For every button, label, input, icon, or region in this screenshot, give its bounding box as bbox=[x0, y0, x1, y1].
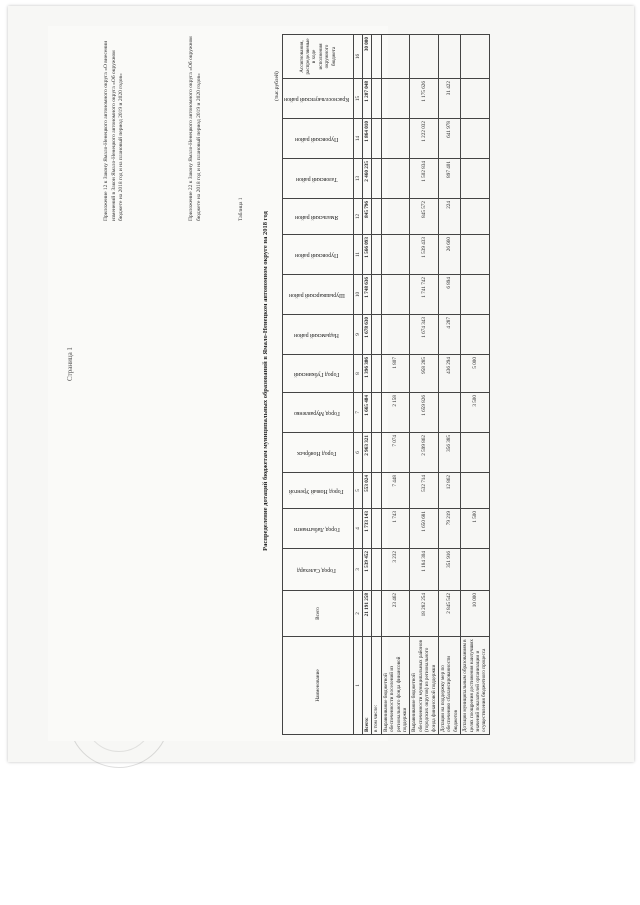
table-label: Таблица 1 bbox=[238, 197, 244, 221]
table-row bbox=[410, 35, 439, 735]
index-cell: 2 bbox=[353, 591, 362, 637]
index-cell: 4 bbox=[353, 509, 362, 549]
value-cell: 4 287 bbox=[439, 315, 461, 355]
value-cell: 2 845 542 bbox=[439, 591, 461, 637]
value-cell bbox=[372, 79, 381, 119]
value-cell: 1 539 433 bbox=[410, 235, 439, 275]
value-cell: 31 422 bbox=[439, 79, 461, 119]
value-cell bbox=[461, 315, 490, 355]
value-cell: 10 000 bbox=[461, 591, 490, 637]
value-cell: 897 401 bbox=[439, 159, 461, 199]
value-cell bbox=[372, 119, 381, 159]
header-cell: Надымский район bbox=[283, 315, 354, 355]
value-cell bbox=[461, 159, 490, 199]
value-cell bbox=[461, 235, 490, 275]
value-cell bbox=[461, 35, 490, 79]
index-cell: 8 bbox=[353, 355, 362, 393]
value-cell bbox=[461, 199, 490, 235]
header-cell: Красноселькупский район bbox=[283, 79, 354, 119]
appendix-12-caption: Приложение 12 к Закону Ямало-Ненецкого автономного округа «О внесении изменений в Закон Ямало-Ненецкого автономного округа «Об окружном бюджете на 2018 год и на плановый период 2019 и 2020 годов» bbox=[103, 40, 124, 221]
value-cell bbox=[461, 275, 490, 315]
value-cell bbox=[381, 315, 410, 355]
table-row bbox=[439, 35, 461, 735]
value-cell: 1 678 630 bbox=[362, 315, 371, 355]
value-cell bbox=[372, 235, 381, 275]
index-cell: 3 bbox=[353, 549, 362, 591]
value-cell: 1 748 636 bbox=[362, 275, 371, 315]
value-cell bbox=[461, 119, 490, 159]
value-cell: 3 500 bbox=[461, 393, 490, 433]
row-name-cell: Дотации на поддержку мер по обеспечению сбалансированности бюджетов bbox=[439, 637, 461, 735]
value-cell: 5 000 bbox=[461, 355, 490, 393]
rotated-content bbox=[48, 26, 628, 741]
value-cell: 26 660 bbox=[439, 235, 461, 275]
table-body bbox=[353, 35, 489, 735]
header-cell: Город Губкинский bbox=[283, 355, 354, 393]
value-cell bbox=[381, 35, 410, 79]
value-cell bbox=[372, 35, 381, 79]
value-cell bbox=[372, 159, 381, 199]
table-header-row bbox=[283, 35, 354, 735]
value-cell: 30 000 bbox=[362, 35, 371, 79]
value-cell: 845 796 bbox=[362, 199, 371, 235]
value-cell: 1 741 742 bbox=[410, 275, 439, 315]
value-cell: 436 294 bbox=[439, 355, 461, 393]
header-cell: Город Новый Уренгой bbox=[283, 473, 354, 509]
value-cell: 2 963 321 bbox=[362, 433, 371, 473]
value-cell bbox=[381, 119, 410, 159]
value-cell: 553 024 bbox=[362, 473, 371, 509]
value-cell bbox=[461, 79, 490, 119]
value-cell: 3 232 bbox=[381, 549, 410, 591]
index-cell: 9 bbox=[353, 315, 362, 355]
value-cell: 1 500 bbox=[461, 509, 490, 549]
value-cell: 1 665 484 bbox=[362, 393, 371, 433]
row-name-cell: Выравнивание бюджетной обеспеченности поселений из регионального фонда финансовой поддержки bbox=[381, 637, 410, 735]
row-name-cell: в том числе: bbox=[372, 637, 381, 735]
value-cell: 1 650 681 bbox=[410, 509, 439, 549]
value-cell: 1 175 626 bbox=[410, 79, 439, 119]
index-cell: 1 bbox=[353, 637, 362, 735]
header-cell: Город Муравленко bbox=[283, 393, 354, 433]
value-cell: 1 222 032 bbox=[410, 119, 439, 159]
document-page bbox=[48, 26, 488, 741]
header-cell: Город Лабытнанги bbox=[283, 509, 354, 549]
value-cell bbox=[372, 393, 381, 433]
index-cell: 7 bbox=[353, 393, 362, 433]
table-row bbox=[461, 35, 490, 735]
value-cell bbox=[381, 199, 410, 235]
value-cell bbox=[461, 549, 490, 591]
header-cell: Город Ноябрьск bbox=[283, 433, 354, 473]
value-cell: 1 566 093 bbox=[362, 235, 371, 275]
page-number: Страница 1 bbox=[66, 347, 74, 381]
header-cell: Пуровский район bbox=[283, 235, 354, 275]
value-cell: 1 864 010 bbox=[362, 119, 371, 159]
index-cell: 6 bbox=[353, 433, 362, 473]
header-cell: Всего bbox=[283, 591, 354, 637]
index-cell: 16 bbox=[353, 35, 362, 79]
value-cell: 1 184 304 bbox=[410, 549, 439, 591]
value-cell: 12 862 bbox=[439, 473, 461, 509]
value-cell bbox=[372, 315, 381, 355]
value-cell: 1 502 834 bbox=[410, 159, 439, 199]
value-cell: 18 282 254 bbox=[410, 591, 439, 637]
total-row bbox=[362, 35, 371, 735]
scanned-page bbox=[8, 6, 634, 762]
value-cell: 958 285 bbox=[410, 355, 439, 393]
header-cell: Тазовский район bbox=[283, 159, 354, 199]
header-cell: Город Салехард bbox=[283, 549, 354, 591]
value-cell: 641 978 bbox=[439, 119, 461, 159]
value-cell: 23 462 bbox=[381, 591, 410, 637]
value-cell: 6 894 bbox=[439, 275, 461, 315]
value-cell bbox=[381, 235, 410, 275]
index-cell: 11 bbox=[353, 235, 362, 275]
value-cell: 1 807 bbox=[381, 355, 410, 393]
table-row bbox=[381, 35, 410, 735]
value-cell: 845 572 bbox=[410, 199, 439, 235]
document-title: Распределение дотаций бюджетам муниципальных образований в Ямало-Ненецком автономном округе на 2018 год bbox=[262, 211, 269, 551]
value-cell: 1 733 143 bbox=[362, 509, 371, 549]
table-row bbox=[372, 35, 381, 735]
value-cell bbox=[410, 35, 439, 79]
value-cell: 79 219 bbox=[439, 509, 461, 549]
value-cell bbox=[381, 79, 410, 119]
value-cell: 1 674 343 bbox=[410, 315, 439, 355]
value-cell: 2 460 235 bbox=[362, 159, 371, 199]
unit-label: (тыс.рублей) bbox=[274, 71, 280, 101]
index-cell: 5 bbox=[353, 473, 362, 509]
row-name-cell: Всего: bbox=[362, 637, 371, 735]
column-index-row bbox=[353, 35, 362, 735]
value-cell bbox=[372, 199, 381, 235]
index-cell: 13 bbox=[353, 159, 362, 199]
value-cell: 1 539 452 bbox=[362, 549, 371, 591]
value-cell bbox=[372, 433, 381, 473]
header-cell: Наименование bbox=[283, 637, 354, 735]
value-cell: 1 396 386 bbox=[362, 355, 371, 393]
row-name-cell: Выравнивание бюджетной обеспеченности муниципальных районов (городских округов) из регионального фонда финансовой поддержки bbox=[410, 637, 439, 735]
value-cell bbox=[372, 355, 381, 393]
header-cell: Ямальский район bbox=[283, 199, 354, 235]
value-cell bbox=[381, 275, 410, 315]
value-cell bbox=[372, 275, 381, 315]
index-cell: 10 bbox=[353, 275, 362, 315]
value-cell bbox=[461, 473, 490, 509]
row-name-cell: Дотации муниципальным образованиям в целях поощрения достижения наилучших значений показателей организации и осуществления бюджетного процесса bbox=[461, 637, 490, 735]
subsidies-table bbox=[282, 34, 490, 735]
value-cell bbox=[372, 473, 381, 509]
index-cell: 12 bbox=[353, 199, 362, 235]
value-cell bbox=[439, 393, 461, 433]
value-cell bbox=[372, 591, 381, 637]
value-cell: 7 074 bbox=[381, 433, 410, 473]
value-cell: 1 207 048 bbox=[362, 79, 371, 119]
appendix-22-caption: Приложение 22 к Закону Ямало-Ненецкого автономного округа «Об окружном бюджете на 2018 год и на плановый период 2019 и 2020 годов» bbox=[188, 36, 202, 221]
value-cell bbox=[439, 35, 461, 79]
index-cell: 15 bbox=[353, 79, 362, 119]
value-cell: 7 448 bbox=[381, 473, 410, 509]
index-cell: 14 bbox=[353, 119, 362, 159]
header-cell: Ассигнования, распределяемые в ходе исполнения окружного бюджета bbox=[283, 35, 354, 79]
value-cell: 21 191 258 bbox=[362, 591, 371, 637]
value-cell: 2 158 bbox=[381, 393, 410, 433]
value-cell bbox=[381, 159, 410, 199]
value-cell: 224 bbox=[439, 199, 461, 235]
value-cell bbox=[372, 549, 381, 591]
header-cell: Пуровский район bbox=[283, 119, 354, 159]
value-cell: 1 743 bbox=[381, 509, 410, 549]
value-cell: 1 659 826 bbox=[410, 393, 439, 433]
header-cell: Шурышкарский район bbox=[283, 275, 354, 315]
value-cell: 351 916 bbox=[439, 549, 461, 591]
value-cell: 356 385 bbox=[439, 433, 461, 473]
value-cell: 532 714 bbox=[410, 473, 439, 509]
value-cell bbox=[461, 433, 490, 473]
value-cell: 2 599 862 bbox=[410, 433, 439, 473]
value-cell bbox=[372, 509, 381, 549]
